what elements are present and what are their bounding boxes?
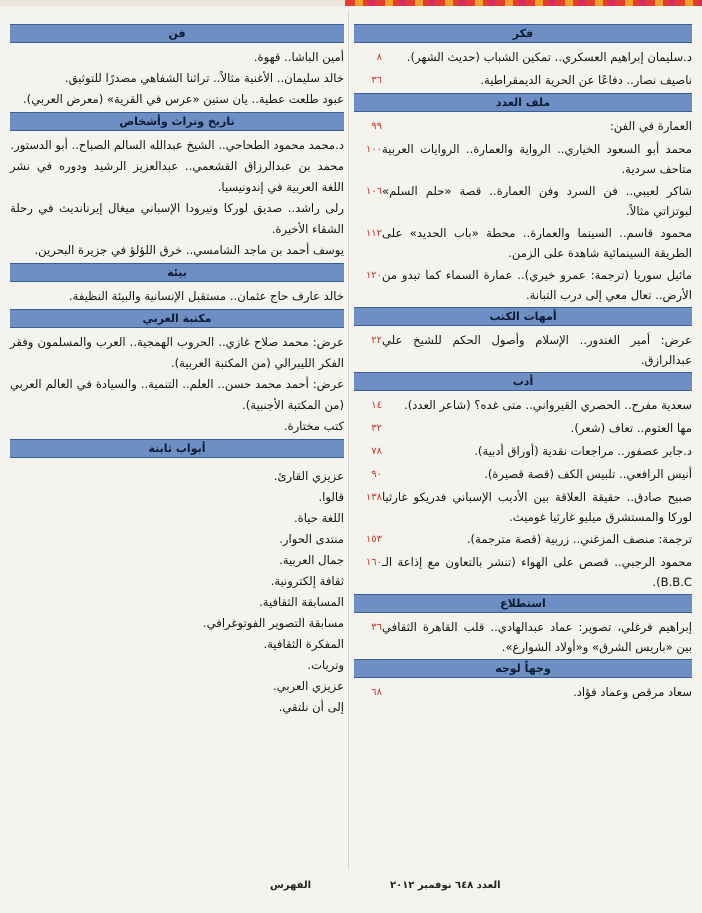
toc-entry[interactable]: محمود قاسم.. السينما والعمارة.. محطة «باب الحديد» على الطريقة السينمائية شاهدة على الزمن. ١١٢	[354, 223, 692, 263]
page-number: ٩٩	[371, 121, 382, 132]
toc-entry[interactable]: مها العتوم.. تعاف (شعر). ٣٢	[354, 418, 692, 439]
toc-line[interactable]: عرض: محمد صلاح غازي.. الحروب الهمجية.. العرب والمسلمون وفقر الفكر الليبرالي (من المكتبة العربية).	[10, 335, 344, 370]
toc-line[interactable]: عبود طلعت عطية.. يان ستين «عرس في القرية» (معرض العربي).	[22, 92, 344, 106]
page-number: ١١٢	[365, 228, 382, 239]
page-number: ٣٦	[371, 75, 382, 86]
page-number: ٨	[376, 52, 382, 63]
toc-entry[interactable]: سعاد مرقص وعماد فؤاد. ٦٨	[354, 682, 692, 703]
toc-line[interactable]: يوسف أحمد بن ماجد الشامسي.. خرق اللؤلؤ في جزيرة البحرين.	[34, 243, 344, 257]
toc-line[interactable]: اللغة حياة.	[293, 511, 344, 525]
right-column	[354, 22, 692, 705]
page-number: ١٣٨	[365, 492, 382, 503]
toc-line[interactable]: وتريات.	[307, 658, 344, 672]
section-header-survey: استطلاع	[354, 594, 692, 613]
toc-entry[interactable]: أنيس الرافعي.. تلبيس الكف (قصة قصيرة). ٩٠	[354, 464, 692, 485]
page-number: ٣٢	[371, 423, 382, 434]
toc-entry[interactable]: مائيل سوريا (ترجمة: عمرو خيري).. عمارة السماء كما تبدو من الأرض.. تعال معي إلى درب التبانة. ١٢٠	[354, 265, 692, 305]
page-number: ١٢٠	[365, 270, 382, 281]
toc-line[interactable]: عزيزي القارئ.	[273, 469, 344, 483]
section-header-history: تاريخ وتراث وأشخاص	[10, 112, 344, 131]
toc-line[interactable]: إلى أن نلتقي.	[278, 700, 344, 714]
section-header-art: فن	[10, 24, 344, 43]
toc-line[interactable]: منتدى الحوار.	[279, 532, 344, 546]
page-number: ١٥٣	[365, 534, 382, 545]
toc-entry[interactable]: إبراهيم فرغلي، تصوير: عماد عبدالهادي.. قلب القاهرة الثقافي بين «باريس الشرق» و«أولاد الشوارع». ٣٦	[354, 617, 692, 657]
toc-line[interactable]: المسابقة الثقافية.	[259, 595, 344, 609]
toc-line[interactable]: خالد سليمان.. الأغنية مثالاً.. تراثنا الشفاهي مصدرًا للتوثيق.	[64, 71, 344, 85]
toc-line[interactable]: قالوا.	[318, 490, 344, 504]
page-number: ٢٢	[371, 335, 382, 346]
section-header-classic-books: أمهات الكتب	[354, 307, 692, 326]
toc-entry[interactable]: سعدية مفرح.. الحصري القيرواني.. متى غده؟ (شاعر العدد). ١٤	[354, 395, 692, 416]
toc-entry[interactable]: العمارة في الفن: ٩٩	[354, 116, 692, 137]
toc-line[interactable]: أمين الباشا.. قهوة.	[253, 50, 344, 64]
page-number: ١٤	[371, 400, 382, 411]
toc-line[interactable]: مسابقة التصوير الفوتوغرافي.	[202, 616, 344, 630]
toc-line[interactable]: عرض: أحمد محمد حسن.. العلم.. التنمية.. والسيادة في العالم العربي (من المكتبة الأجنبية).	[10, 377, 344, 412]
page-number: ١٠٦	[365, 186, 382, 197]
toc-entry[interactable]: صبيح صادق.. حقيقة العلاقة بين الأديب الإسباني فدريكو غارثيا لوركا والمستشرق ميليو غارثيا غوميث. ١٣٨	[354, 487, 692, 527]
toc-line[interactable]: المفكرة الثقافية.	[263, 637, 344, 651]
issue-info: العدد ٦٤٨ نوفمبر ٢٠١٢	[390, 880, 501, 891]
page-number: ٩٠	[371, 469, 382, 480]
toc-entry[interactable]: شاكر لعيبي.. فن السرد وفن العمارة.. قصة «حلم السلم» لبوتزاتي مثالاً. ١٠٦	[354, 181, 692, 221]
toc-entry[interactable]: ناصيف نصار.. دفاعًا عن الحرية الديمقراطية. ٣٦	[354, 70, 692, 91]
page-number: ١٠٠	[365, 144, 382, 155]
toc-line[interactable]: عزيزي العربي.	[272, 679, 344, 693]
toc-line[interactable]: كتب مختارة.	[283, 419, 344, 433]
left-column	[10, 22, 344, 718]
page-number: ٣٦	[371, 622, 382, 633]
section-header-environment: بيئة	[10, 263, 344, 282]
toc-line[interactable]: محمد بن عبدالرزاق القشعمي.. عبدالعزيز الرشيد ودوره في نشر اللغة العربية في إندونيسيا.	[10, 159, 344, 194]
toc-entry[interactable]: عرض: أمير الغندور.. الإسلام وأصول الحكم للشيخ علي عبدالرازق. ٢٢	[354, 330, 692, 370]
toc-line[interactable]: ثقافة إلكترونية.	[270, 574, 344, 588]
section-header-library: مكتبة العربي	[10, 309, 344, 328]
section-header-issue-file: ملف العدد	[354, 93, 692, 112]
section-header-literature: أدب	[354, 372, 692, 391]
toc-entry[interactable]: د.جابر عصفور.. مراجعات نقدية (أوراق أدبية). ٧٨	[354, 441, 692, 462]
section-header-face-to-face: وجهاً لوجه	[354, 659, 692, 678]
toc-line[interactable]: خالد عارف حاج عثمان.. مستقبل الإنسانية والبيئة النظيفة.	[68, 289, 344, 303]
toc-line[interactable]: رلى راشد.. صديق لوركا ونيرودا الإسباني ميغال إيرنانديث في رحلة الشقاء الأخيرة.	[10, 201, 344, 236]
toc-entry[interactable]: ترجمة: منصف المزغني.. زربية (قصة مترجمة). ١٥٣	[354, 529, 692, 550]
section-header-thought: فكر	[354, 24, 692, 43]
page-number: ٧٨	[371, 446, 382, 457]
page-section-title: الفهرس	[270, 880, 312, 891]
top-color-bar	[0, 0, 702, 6]
section-header-fixed: أبواب ثابتة	[10, 439, 344, 458]
column-divider	[348, 10, 349, 870]
toc-line[interactable]: جمال العربية.	[279, 553, 344, 567]
toc-line[interactable]: د.محمد محمود الطحاحي.. الشيخ عبدالله السالم الصباح.. أبو الدستور.	[10, 138, 344, 152]
toc-entry[interactable]: محمد أبو السعود الخياري.. الرواية والعمارة.. الروايات العربية متاحف سردية. ١٠٠	[354, 139, 692, 179]
page-number: ٦٨	[371, 687, 382, 698]
toc-entry[interactable]: محمود الرجبي.. قصص على الهواء (تنشر بالتعاون مع إذاعة الـ B.B.C). ١٦٠	[354, 552, 692, 592]
page-number: ١٦٠	[365, 557, 382, 568]
toc-entry[interactable]: د.سليمان إبراهيم العسكري.. تمكين الشباب (حديث الشهر). ٨	[354, 47, 692, 68]
